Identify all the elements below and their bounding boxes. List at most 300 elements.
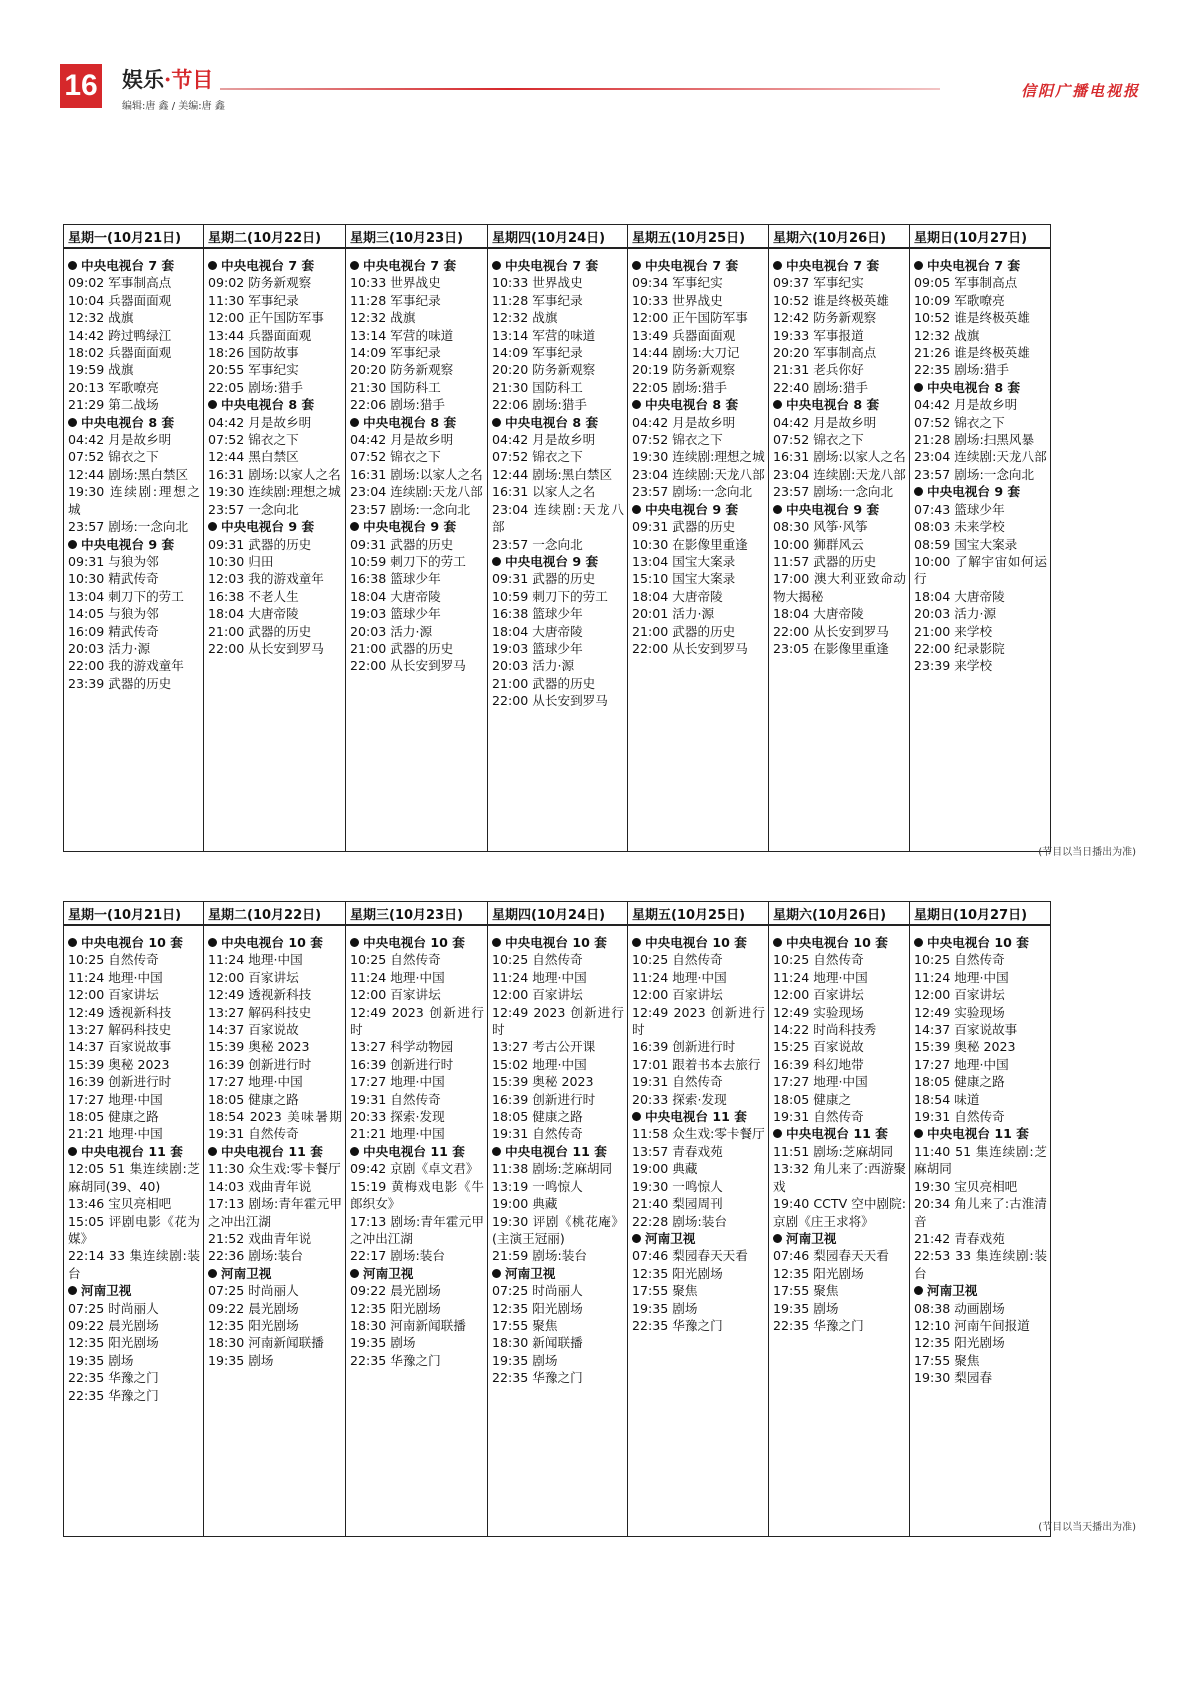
program-item: 10:25 自然传奇 [350,952,441,968]
schedule-note-2: (节目以当天播出为准) [1038,1522,1136,1533]
day-column [769,925,910,1536]
section-separator: · [164,67,172,92]
program-item: 04:42 月是故乡明 [773,414,877,430]
day-header: 星期一(10月21日) [64,225,204,249]
program-item: 13:19 一鸣惊人 [492,1178,583,1194]
bullet-icon [208,261,217,270]
channel-heading [632,1108,765,1125]
day-column [628,925,769,1536]
channel-name: 中央电视台 11 套 [363,1143,465,1159]
program-item: 08:03 未来学校 [914,519,1005,535]
channel-heading [914,1282,1047,1299]
program-item: 16:39 创新进行时 [68,1074,172,1090]
program-item: 10:52 谁是终极英雄 [914,310,1030,326]
day-column [488,925,628,1536]
program-item: 22:35 华豫之门 [773,1317,864,1333]
bullet-icon [914,487,923,496]
schedule-body-row [64,925,1051,1536]
program-item: 17:13 剧场:青年霍元甲之冲出江湖 [208,1196,342,1229]
program-item: 15:10 国宝大案录 [632,571,736,587]
bullet-icon [492,1269,501,1278]
program-item: 13:27 解码科技史 [208,1004,312,1020]
program-item: 16:31 剧场:以家人之名 [350,466,483,482]
program-item: 16:39 创新进行时 [492,1091,596,1107]
program-item: 15:25 百家说故 [773,1039,864,1055]
bullet-icon [350,938,359,947]
program-item: 14:03 戏曲青年说 [208,1178,312,1194]
program-item: 16:31 以家人之名 [492,484,596,500]
channel-heading [208,518,342,535]
program-item: 20:03 活力·源 [492,658,575,674]
program-item: 19:31 自然传奇 [773,1109,864,1125]
day-header: 星期日(10月27日) [910,225,1051,249]
channel-heading [492,1143,624,1160]
program-item: 09:31 武器的历史 [350,536,454,552]
program-item: 15:05 评剧电影《花为媒》 [68,1213,200,1246]
program-item: 07:43 篮球少年 [914,501,1005,517]
program-item: 20:01 活力·源 [632,606,715,622]
program-item: 18:54 味道 [914,1091,980,1107]
program-item: 21:29 第二战场 [68,397,159,413]
program-item: 12:00 百家讲坛 [208,969,299,985]
program-item: 22:06 剧场:猎手 [492,397,587,413]
day-column [910,248,1051,851]
program-item: 22:00 从长安到罗马 [208,640,324,656]
program-item: 21:59 剧场:装台 [492,1248,587,1264]
program-item: 19:30 评剧《桃花庵》(主演王冠丽) [492,1213,624,1246]
program-item: 18:04 大唐帝陵 [208,606,299,622]
program-item: 12:44 黑白禁区 [208,449,299,465]
day-header: 星期四(10月24日) [488,902,628,926]
day-column [64,248,204,851]
program-item: 09:34 军事纪实 [632,275,723,291]
program-item: 12:35 阳光剧场 [350,1300,441,1316]
program-item: 20:20 军事制高点 [773,345,877,361]
channel-heading [208,934,342,951]
program-item: 18:02 兵器面面观 [68,345,172,361]
program-item: 07:46 梨园春天天看 [632,1248,748,1264]
program-item: 10:04 兵器面面观 [68,292,172,308]
program-item: 09:22 晨光剧场 [350,1283,441,1299]
day-column [910,925,1051,1536]
channel-name: 中央电视台 7 套 [81,258,175,273]
program-item: 10:30 精武传奇 [68,571,159,587]
channel-heading [914,379,1047,396]
program-item: 21:30 国防科工 [492,379,583,395]
program-item: 19:30 宝贝亮相吧 [914,1178,1018,1194]
channel-heading [68,536,200,553]
program-item: 10:00 狮群风云 [773,536,864,552]
program-item: 18:26 国防故事 [208,345,299,361]
program-item: 07:52 锦衣之下 [350,449,441,465]
program-item: 11:28 军事纪录 [492,292,583,308]
program-item: 17:00 澳大利亚致命动物大揭秘 [773,571,906,604]
program-item: 15:39 奥秘 2023 [914,1039,1016,1055]
program-item: 22:05 剧场:猎手 [208,379,303,395]
page-header [60,64,1140,114]
channel-heading [68,1143,200,1160]
bullet-icon [492,557,501,566]
program-item: 17:13 剧场:青年霍元甲之冲出江湖 [350,1213,484,1246]
program-item: 15:39 奥秘 2023 [68,1056,170,1072]
channel-name: 中央电视台 7 套 [645,258,739,273]
program-item: 16:39 创新进行时 [632,1039,736,1055]
program-item: 12:49 实验现场 [773,1004,864,1020]
program-item: 22:35 华豫之门 [68,1387,159,1403]
program-item: 11:24 地理·中国 [350,969,445,985]
channel-heading [492,1265,624,1282]
program-item: 19:35 剧场 [632,1300,698,1316]
program-item: 12:00 百家讲坛 [914,987,1005,1003]
bullet-icon [492,938,501,947]
schedule-body-row [64,248,1051,851]
program-item: 16:39 创新进行时 [208,1056,312,1072]
program-item: 12:44 剧场:黑白禁区 [492,466,613,482]
program-item: 09:22 晨光剧场 [208,1300,299,1316]
day-column [488,248,628,851]
channel-name: 中央电视台 8 套 [927,379,1021,395]
day-column [64,925,204,1536]
program-item: 20:55 军事纪实 [208,362,299,378]
program-item: 12:03 我的游戏童年 [208,571,324,587]
program-item: 20:33 探索·发现 [350,1109,445,1125]
program-item: 12:35 阳光剧场 [208,1317,299,1333]
program-item: 12:49 透视新科技 [68,1004,172,1020]
program-item: 21:00 武器的历史 [632,623,736,639]
bullet-icon [208,1147,217,1156]
program-item: 13:14 军营的味道 [350,327,454,343]
channel-heading [208,1143,342,1160]
channel-name: 中央电视台 11 套 [221,1143,323,1159]
program-item: 12:49 2023 创新进行时 [632,1004,765,1038]
day-column [628,248,769,851]
channel-heading [68,257,200,274]
program-item: 14:37 百家说故事 [914,1022,1018,1038]
program-item: 13:27 科学动物园 [350,1039,454,1055]
program-item: 20:03 活力·源 [914,606,997,622]
program-item: 07:52 锦衣之下 [492,449,583,465]
program-item: 09:31 武器的历史 [492,571,596,587]
program-item: 19:35 剧场 [208,1352,274,1368]
program-item: 11:24 地理·中国 [68,969,163,985]
program-item: 14:37 百家说故事 [68,1039,172,1055]
program-item: 23:57 剧场:一念向北 [68,519,189,535]
program-item: 19:03 篮球少年 [350,606,441,622]
program-item: 12:05 51 集连续剧:芝麻胡同(39、40) [68,1161,200,1194]
program-item: 23:39 武器的历史 [68,675,172,691]
channel-name: 中央电视台 11 套 [786,1126,888,1142]
channel-heading [632,257,765,274]
channel-name: 中央电视台 9 套 [363,519,457,535]
program-item: 04:42 月是故乡明 [350,432,454,448]
channel-name: 中央电视台 9 套 [927,484,1021,500]
program-item: 18:04 大唐帝陵 [773,606,864,622]
bullet-icon [208,400,217,409]
channel-heading [350,414,484,431]
schedule-header-row [64,902,1051,926]
newspaper-name: 信阳广播电视报 [1020,82,1140,100]
program-item: 09:37 军事纪实 [773,275,864,291]
program-item: 22:06 剧场:猎手 [350,397,445,413]
program-item: 11:30 军事纪录 [208,292,299,308]
program-item: 18:04 大唐帝陵 [632,588,723,604]
bullet-icon [68,938,77,947]
program-item: 13:44 兵器面面观 [208,327,312,343]
program-item: 14:44 剧场:大刀记 [632,345,740,361]
program-item: 07:52 锦衣之下 [208,432,299,448]
program-item: 18:04 大唐帝陵 [350,588,441,604]
program-item: 11:40 51 集连续剧:芝麻胡同 [914,1143,1047,1177]
program-item: 22:00 从长安到罗马 [350,658,466,674]
program-item: 14:09 军事纪录 [492,345,583,361]
program-item: 16:31 剧场:以家人之名 [208,466,341,482]
bullet-icon [350,418,359,427]
program-item: 16:38 不老人生 [208,588,299,604]
program-item: 04:42 月是故乡明 [208,414,312,430]
program-item: 17:01 跟着书本去旅行 [632,1056,761,1072]
program-item: 22:40 剧场:猎手 [773,379,868,395]
program-item: 10:25 自然传奇 [68,952,159,968]
program-item: 11:38 剧场:芝麻胡同 [492,1161,613,1177]
tv-schedule-table-2 [63,901,1051,1537]
program-item: 07:25 时尚丽人 [208,1283,299,1299]
program-item: 16:39 创新进行时 [350,1056,454,1072]
header-rule [220,88,940,90]
section-name: 娱乐 [122,67,164,92]
day-column [346,925,488,1536]
program-item: 18:05 健康之路 [914,1074,1005,1090]
channel-heading [208,1265,342,1282]
program-item: 12:44 剧场:黑白禁区 [68,466,189,482]
program-item: 15:39 奥秘 2023 [492,1074,594,1090]
program-item: 22:35 华豫之门 [68,1370,159,1386]
channel-name: 中央电视台 7 套 [363,258,457,273]
program-item: 22:00 从长安到罗马 [773,623,889,639]
program-item: 12:00 百家讲坛 [773,987,864,1003]
program-item: 11:58 众生戏:零卡餐厅 [632,1126,765,1142]
day-header: 星期二(10月22日) [204,225,346,249]
program-item: 10:59 刺刀下的劳工 [350,553,466,569]
program-item: 19:30 连续剧:理想之城 [208,484,341,500]
program-item: 21:00 武器的历史 [492,675,596,691]
program-item: 09:02 防务新观察 [208,275,312,291]
program-item: 21:28 剧场:扫黑风暴 [914,432,1035,448]
channel-name: 中央电视台 8 套 [505,414,599,430]
program-item: 12:00 百家讲坛 [350,987,441,1003]
program-item: 22:17 剧场:装台 [350,1248,445,1264]
channel-name: 中央电视台 10 套 [505,935,607,950]
program-item: 17:27 地理·中国 [208,1074,303,1090]
program-item: 17:27 地理·中国 [914,1056,1009,1072]
bullet-icon [914,1129,923,1138]
program-item: 11:30 众生戏:零卡餐厅 [208,1161,341,1177]
channel-name: 中央电视台 11 套 [927,1126,1029,1142]
program-item: 10:25 自然传奇 [632,952,723,968]
program-item: 20:33 探索·发现 [632,1091,727,1107]
channel-heading [914,483,1047,500]
program-item: 23:04 连续剧:天龙八部 [492,501,624,535]
program-item: 17:27 地理·中国 [68,1091,163,1107]
bullet-icon [773,261,782,270]
program-item: 22:00 纪录影院 [914,640,1005,656]
bullet-icon [632,400,641,409]
program-item: 13:27 解码科技史 [68,1022,172,1038]
program-item: 18:05 健康之 [773,1091,852,1107]
program-item: 04:42 月是故乡明 [632,414,736,430]
bullet-icon [773,1234,782,1243]
channel-heading [914,1125,1047,1142]
program-item: 12:35 阳光剧场 [773,1265,864,1281]
program-item: 17:27 地理·中国 [350,1074,445,1090]
program-item: 11:24 地理·中国 [208,952,303,968]
program-item: 12:32 战旗 [492,310,558,326]
program-item: 22:35 华豫之门 [492,1370,583,1386]
channel-name: 中央电视台 7 套 [927,258,1021,273]
tv-schedule-table-1 [63,224,1051,852]
program-item: 20:20 防务新观察 [350,362,454,378]
day-header: 星期二(10月22日) [204,902,346,926]
program-item: 10:33 世界战史 [632,292,723,308]
program-item: 22:36 剧场:装台 [208,1248,303,1264]
channel-name: 中央电视台 10 套 [221,935,323,950]
program-item: 09:31 武器的历史 [632,519,736,535]
program-item: 15:02 地理·中国 [492,1056,587,1072]
channel-heading [773,396,906,413]
program-item: 13:49 兵器面面观 [632,327,736,343]
program-item: 15:39 奥秘 2023 [208,1039,310,1055]
channel-heading [68,934,200,951]
program-item: 21:00 武器的历史 [208,623,312,639]
channel-name: 河南卫视 [221,1265,272,1281]
channel-heading [68,1282,200,1299]
program-item: 21:21 地理·中国 [350,1126,445,1142]
program-item: 23:04 连续剧:天龙八部 [350,484,483,500]
program-item: 19:00 典藏 [492,1196,558,1212]
bullet-icon [914,938,923,947]
program-item: 07:25 时尚丽人 [492,1283,583,1299]
channel-heading [632,396,765,413]
program-item: 09:05 军事制高点 [914,275,1018,291]
program-item: 21:30 国防科工 [350,379,441,395]
program-item: 19:30 连续剧:理想之城 [632,449,765,465]
program-item: 16:39 科幻地带 [773,1056,864,1072]
program-item: 17:27 地理·中国 [773,1074,868,1090]
channel-heading [350,1265,484,1282]
program-item: 09:02 军事制高点 [68,275,172,291]
program-item: 12:10 河南午间报道 [914,1317,1030,1333]
program-item: 18:30 河南新闻联播 [208,1335,324,1351]
bullet-icon [914,1286,923,1295]
bullet-icon [68,1286,77,1295]
program-item: 08:59 国宝大案录 [914,536,1018,552]
day-header: 星期三(10月23日) [346,225,488,249]
program-item: 19:59 战旗 [68,362,134,378]
bullet-icon [350,261,359,270]
channel-name: 中央电视台 9 套 [81,536,175,552]
program-item: 10:25 自然传奇 [492,952,583,968]
program-item: 18:05 健康之路 [68,1109,159,1125]
channel-name: 中央电视台 7 套 [786,258,880,273]
program-item: 10:09 军歌嘹亮 [914,292,1005,308]
program-item: 14:09 军事纪录 [350,345,441,361]
program-item: 19:30 连续剧:理想之城 [68,484,200,517]
channel-heading [773,257,906,274]
bullet-icon [208,938,217,947]
channel-heading [350,257,484,274]
channel-heading [492,414,624,431]
program-item: 18:30 河南新闻联播 [350,1317,466,1333]
program-item: 19:00 典藏 [632,1161,698,1177]
bullet-icon [350,1269,359,1278]
program-item: 17:55 聚焦 [632,1283,698,1299]
channel-name: 中央电视台 11 套 [645,1109,747,1125]
program-item: 21:42 青春戏苑 [914,1230,1005,1246]
program-item: 10:25 自然传奇 [773,952,864,968]
program-item: 04:42 月是故乡明 [68,432,172,448]
bullet-icon [208,1269,217,1278]
program-item: 21:40 梨园周刊 [632,1196,723,1212]
bullet-icon [632,1234,641,1243]
day-column [204,248,346,851]
section-title [122,64,213,94]
program-item: 12:32 战旗 [68,310,134,326]
program-item: 14:05 与狼为邻 [68,606,159,622]
bullet-icon [773,938,782,947]
program-item: 23:04 连续剧:天龙八部 [632,466,765,482]
channel-name: 河南卫视 [81,1283,132,1299]
channel-name: 河南卫视 [786,1230,837,1246]
channel-name: 中央电视台 7 套 [505,258,599,273]
program-item: 22:28 剧场:装台 [632,1213,727,1229]
channel-heading [492,934,624,951]
bullet-icon [632,505,641,514]
program-item: 12:49 透视新科技 [208,987,312,1003]
program-item: 07:52 锦衣之下 [632,432,723,448]
program-item: 18:04 大唐帝陵 [492,623,583,639]
program-item: 11:51 剧场:芝麻胡同 [773,1143,894,1159]
program-item: 10:25 自然传奇 [914,952,1005,968]
program-item: 12:32 战旗 [914,327,980,343]
program-item: 21:52 戏曲青年说 [208,1230,312,1246]
page-number-badge: 16 [60,64,102,108]
program-item: 14:42 跨过鸭绿江 [68,327,172,343]
day-header: 星期四(10月24日) [488,225,628,249]
channel-name: 河南卫视 [927,1283,978,1299]
program-item: 09:31 武器的历史 [208,536,312,552]
program-item: 22:05 剧场:猎手 [632,379,727,395]
program-item: 23:57 一念向北 [208,501,299,517]
program-item: 10:33 世界战史 [350,275,441,291]
program-item: 09:22 晨光剧场 [68,1317,159,1333]
program-item: 11:24 地理·中国 [914,969,1009,985]
bullet-icon [68,1147,77,1156]
program-item: 12:00 百家讲坛 [68,987,159,1003]
program-item: 23:39 来学校 [914,658,993,674]
program-item: 16:38 篮球少年 [492,606,583,622]
program-item: 22:14 33 集连续剧:装台 [68,1248,200,1281]
bullet-icon [68,261,77,270]
program-item: 08:38 动画剧场 [914,1300,1005,1316]
program-item: 19:35 剧场 [68,1352,134,1368]
program-item: 19:03 篮球少年 [492,640,583,656]
day-header: 星期日(10月27日) [910,902,1051,926]
program-item: 19:35 剧场 [492,1352,558,1368]
program-item: 17:55 聚焦 [492,1317,558,1333]
day-header: 星期三(10月23日) [346,902,488,926]
program-item: 17:55 聚焦 [914,1352,980,1368]
program-item: 16:09 精武传奇 [68,623,159,639]
day-header: 星期六(10月26日) [769,902,910,926]
